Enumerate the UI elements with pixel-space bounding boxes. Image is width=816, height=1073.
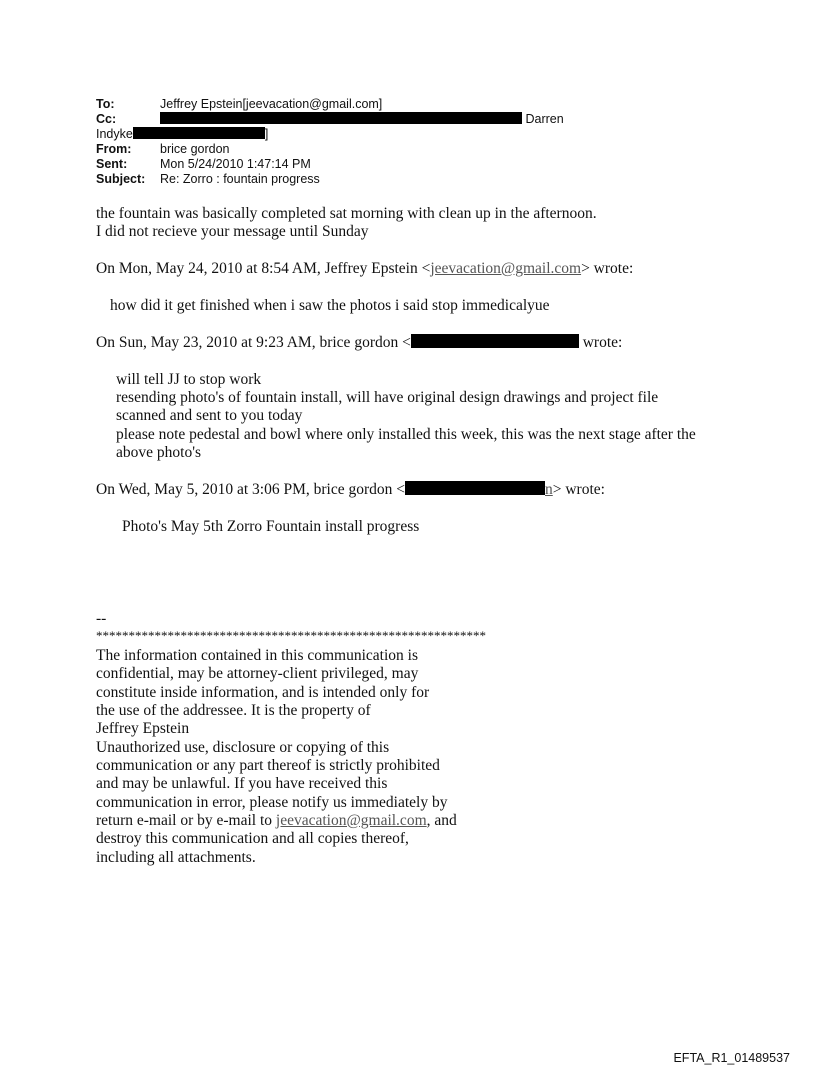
redaction-bar: [411, 334, 579, 348]
redaction-bar: [405, 481, 545, 495]
quote-header: [96, 334, 622, 353]
return-suffix: , and: [426, 812, 457, 829]
signature-line: Unauthorized use, disclosure or copying of this: [96, 739, 390, 756]
signature-return-line: [96, 812, 457, 831]
quote-text: Photo's May 5th Zorro Fountain install progress: [122, 518, 420, 535]
cc-label: Cc:: [96, 112, 117, 126]
signature-line: including all attachments.: [96, 849, 256, 866]
header-to: [96, 97, 382, 112]
quote-text: how did it get finished when i saw the photos i said stop immedicalyue: [110, 297, 550, 314]
body-line: I did not recieve your message until Sunday: [96, 223, 369, 240]
signature-line: destroy this communication and all copies thereof,: [96, 830, 409, 847]
signature-line: communication or any part thereof is strictly prohibited: [96, 757, 440, 774]
email-link[interactable]: jeevacation@gmail.com: [430, 260, 582, 277]
sent-value: Mon 5/24/2010 1:47:14 PM: [160, 157, 311, 171]
quote-suffix: > wrote:: [581, 260, 634, 277]
signature-dashes: --: [96, 610, 107, 627]
quote-suffix: wrote:: [582, 334, 623, 351]
to-value: Jeffrey Epstein[jeevacation@gmail.com]: [160, 97, 383, 111]
document-id: EFTA_R1_01489537: [673, 1051, 790, 1065]
header-from: [96, 142, 230, 157]
cc-line2-start: Indyke: [96, 127, 133, 141]
quote-line: please note pedestal and bowl where only installed this week, this was the next stage after the: [116, 426, 696, 443]
cc-line2-end: ]: [264, 127, 269, 141]
body-line: the fountain was basically completed sat morning with clean up in the afternoon.: [96, 205, 597, 222]
signature-line: Jeffrey Epstein: [96, 720, 190, 737]
quote-suffix: > wrote:: [552, 481, 605, 498]
quote-prefix: On Wed, May 5, 2010 at 3:06 PM, brice gordon <: [96, 481, 405, 498]
header-cc: [96, 112, 564, 127]
quote-header: [96, 260, 633, 279]
signature-line: the use of the addressee. It is the property of: [96, 702, 371, 719]
from-label: From:: [96, 142, 132, 156]
header-cc-line2: [96, 127, 268, 142]
email-link[interactable]: jeevacation@gmail.com: [275, 812, 427, 829]
signature-line: constitute inside information, and is intended only for: [96, 684, 430, 701]
quote-line: above photo's: [116, 444, 202, 461]
header-subject: [96, 172, 320, 187]
quote-header: [96, 481, 605, 500]
signature-line: confidential, may be attorney-client privileged, may: [96, 665, 419, 682]
quote-line: scanned and sent to you today: [116, 407, 303, 424]
cc-trailing: Darren: [525, 112, 564, 126]
to-label: To:: [96, 97, 115, 111]
signature-line: communication in error, please notify us immediately by: [96, 794, 448, 811]
subject-value: Re: Zorro : fountain progress: [160, 172, 320, 186]
subject-label: Subject:: [96, 172, 146, 186]
signature-line: The information contained in this communication is: [96, 647, 418, 664]
email-link[interactable]: n: [545, 481, 553, 498]
return-prefix: return e-mail or by e-mail to: [96, 812, 276, 829]
quote-line: resending photo's of fountain install, will have original design drawings and project file: [116, 389, 659, 406]
redaction-bar: [160, 112, 522, 124]
header-sent: [96, 157, 311, 172]
signature-line: and may be unlawful. If you have received this: [96, 775, 388, 792]
quote-prefix: On Sun, May 23, 2010 at 9:23 AM, brice gordon <: [96, 334, 411, 351]
quote-prefix: On Mon, May 24, 2010 at 8:54 AM, Jeffrey Epstein <: [96, 260, 431, 277]
signature-stars: ************************************************************: [96, 628, 486, 643]
sent-label: Sent:: [96, 157, 128, 171]
redaction-bar: [133, 127, 265, 139]
from-value: brice gordon: [160, 142, 230, 156]
quote-line: will tell JJ to stop work: [116, 371, 262, 388]
